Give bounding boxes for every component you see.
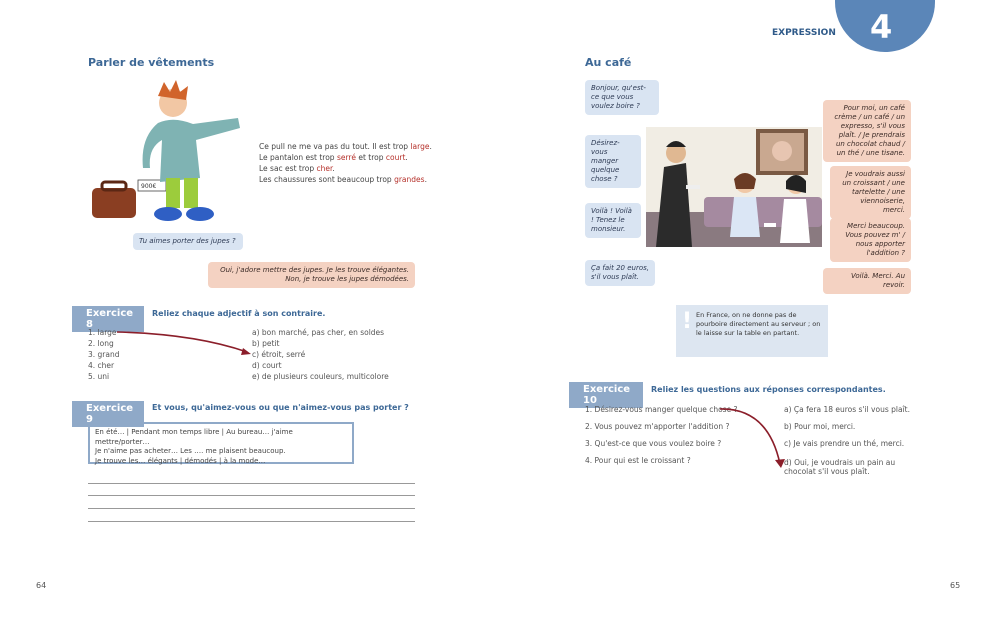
question-item: 2. Vous pouvez m'apporter l'addition ?	[585, 422, 730, 431]
unit-number: 4	[870, 8, 893, 46]
exercise-10-label: Exercice 10	[569, 382, 643, 408]
complaint-line	[259, 174, 432, 185]
complaint-line	[259, 141, 432, 152]
left-title: Parler de vêtements	[88, 56, 215, 69]
question-item: 3. Qu'est-ce que vous voulez boire ?	[585, 439, 722, 448]
client-bubble-3: Merci beaucoup. Vous pouvez m' / nous apporter l'addition ?	[830, 218, 911, 262]
info-note	[676, 305, 828, 357]
hint-line: Je trouve les… élégants | démodés | à la mode…	[95, 456, 266, 465]
list-item: d) court	[252, 361, 282, 370]
example-arrow	[718, 404, 788, 470]
exercise-10-answers	[784, 404, 924, 476]
complaint-text-part: Ce pull ne me va pas du tout. Il est trop	[259, 142, 411, 151]
exercise-8-instruction: Reliez chaque adjectif à son contraire.	[152, 309, 326, 318]
answer-item: d) Oui, je voudrais un pain au chocolat s'il vous plaît.	[784, 458, 896, 476]
highlight-word: large	[410, 142, 430, 151]
list-item: 3. grand	[88, 350, 120, 359]
waiter-bubble-4: Ça fait 20 euros, s'il vous plaît.	[585, 260, 655, 286]
question-item: 4. Pour qui est le croissant ?	[585, 456, 691, 465]
list-item: b) petit	[252, 339, 280, 348]
cafe-illustration	[646, 127, 822, 247]
answer-item: b) Pour moi, merci.	[784, 422, 856, 431]
list-item: 4. cher	[88, 361, 115, 370]
highlight-word: court	[385, 153, 406, 162]
exercise-10-instruction: Reliez les questions aux réponses correspondantes.	[651, 385, 886, 394]
exercise-8-label: Exercice 8	[72, 306, 144, 332]
complaint-text-part: .	[429, 142, 432, 151]
list-item: 5. uni	[88, 372, 110, 381]
exercise-9-label: Exercice 9	[72, 401, 144, 427]
complaint-text-part: .	[332, 164, 335, 173]
example-arrow	[115, 328, 255, 358]
answer-line[interactable]	[88, 483, 415, 484]
question-item: 1. Désirez-vous manger quelque chose ?	[585, 405, 738, 414]
question-bubble: Tu aimes porter des jupes ?	[133, 233, 243, 250]
page-number-left: 64	[36, 581, 47, 590]
complaint-text-part: et trop	[355, 153, 386, 162]
answer-item: c) Je vais prendre un thé, merci.	[784, 439, 905, 448]
answer-item: a) Ça fera 18 euros s'il vous plaît.	[784, 405, 910, 414]
client-bubble-1: Pour moi, un café crème / un café / un expresso, s'il vous plaît. / Je prendrais un chocolat chaud / un thé / une tisane.	[823, 100, 911, 162]
answer-line[interactable]	[88, 495, 415, 496]
complaint-text-part: Le sac est trop	[259, 164, 317, 173]
exercise-8-right-list	[252, 327, 389, 382]
list-item: 1. large	[88, 328, 117, 337]
hint-line: Je n'aime pas acheter… Les …. me plaisent beaucoup.	[95, 447, 286, 455]
complaint-text-part: .	[405, 153, 408, 162]
answer-line[interactable]	[88, 521, 415, 522]
answer-bubble	[208, 262, 415, 288]
waiter-bubble-3: Voilà ! Voilà ! Tenez le monsieur.	[585, 203, 641, 238]
list-item: e) de plusieurs couleurs, multicolore	[252, 372, 389, 381]
complaint-text-part: .	[424, 175, 427, 184]
exercise-10-questions	[585, 404, 738, 472]
complaint-text-part: Les chaussures sont beaucoup trop	[259, 175, 395, 184]
list-item: 2. long	[88, 339, 114, 348]
exercise-9-box	[88, 422, 354, 464]
section-label: EXPRESSION	[772, 28, 836, 38]
answer-line: Non, je trouve les jupes démodées.	[285, 275, 409, 283]
exclamation-icon: !	[682, 309, 693, 334]
price-tag: 900€	[141, 183, 157, 190]
complaint-text-part: Le pantalon est trop	[259, 153, 337, 162]
hint-line: En été… | Pendant mon temps libre | Au bureau… j'aime mettre/porter…	[95, 428, 293, 446]
highlight-word: serré	[336, 153, 356, 162]
list-item: a) bon marché, pas cher, en soldes	[252, 328, 385, 337]
note-text: En France, on ne donne pas de pourboire directement au serveur ; on le laisse sur la table en partant.	[696, 311, 821, 337]
complaint-line	[259, 163, 432, 174]
highlight-word: cher	[316, 164, 333, 173]
highlight-word: grandes	[394, 175, 425, 184]
complaint-line	[259, 152, 432, 163]
right-title: Au café	[585, 56, 632, 69]
answer-line: Oui, j'adore mettre des jupes. Je les trouve élégantes.	[220, 266, 409, 274]
waiter-bubble-2: Désirez-vous manger quelque chose ?	[585, 135, 641, 188]
complaint-text	[259, 141, 432, 185]
waiter-bubble-1: Bonjour, qu'est-ce que vous voulez boire ?	[585, 80, 659, 115]
exercise-9-instruction: Et vous, qu'aimez-vous ou que n'aimez-vous pas porter ?	[152, 403, 409, 412]
answer-line[interactable]	[88, 508, 415, 509]
client-bubble-4: Voilà. Merci. Au revoir.	[823, 268, 911, 294]
page-number-right: 65	[950, 581, 961, 590]
boy-illustration	[88, 78, 258, 228]
list-item: c) étroit, serré	[252, 350, 306, 359]
client-bubble-2: Je voudrais aussi un croissant / une tartelette / une viennoiserie, merci.	[830, 166, 911, 219]
